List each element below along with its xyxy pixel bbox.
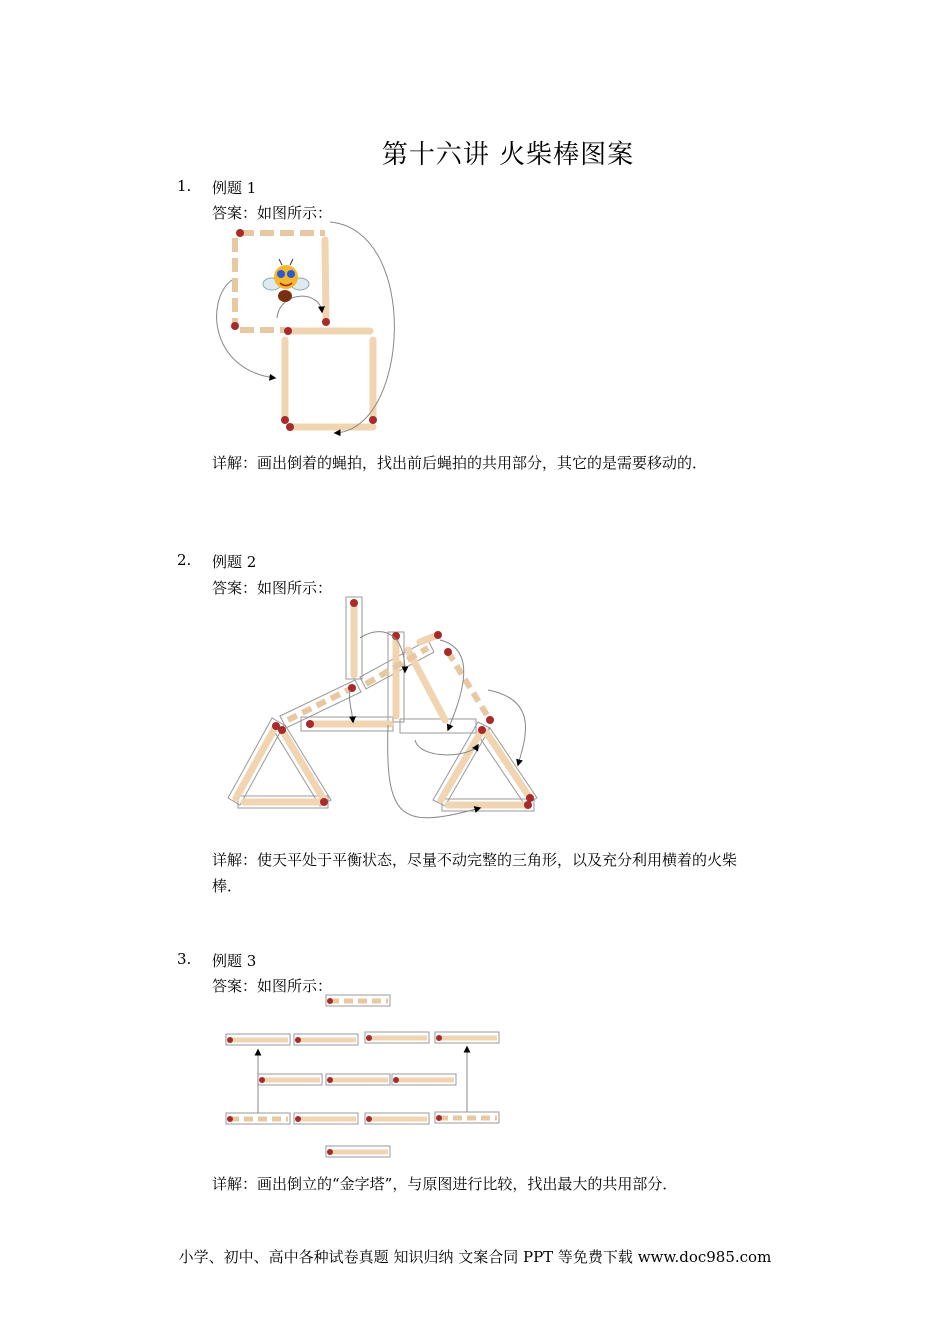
page-footer: 小学、初中、高中各种试卷真题 知识归纳 文案合同 PPT 等免费下载 www.doc985.com <box>178 1248 772 1266</box>
example-2-detail-line1: 详解：使天平处于平衡状态，尽量不动完整的三角形，以及充分利用横着的火柴 <box>212 851 738 869</box>
example-1-answer: 答案：如图所示： <box>212 204 333 222</box>
page-title: 第十六讲 火柴棒图案 <box>381 140 635 170</box>
example-1-number: 1. <box>177 177 192 195</box>
example-1-heading: 例题 1 <box>212 179 257 197</box>
example-3-detail: 详解：画出倒立的“金字塔”，与原图进行比较，找出最大的共用部分． <box>212 1175 678 1193</box>
example-3-answer: 答案：如图所示： <box>212 977 333 995</box>
example-1-detail: 详解：画出倒着的蝇拍，找出前后蝇拍的共用部分，其它的是需要移动的． <box>212 454 708 472</box>
example-3-heading: 例题 3 <box>212 952 257 970</box>
example-2-number: 2. <box>177 551 192 569</box>
example-2-heading: 例题 2 <box>212 553 257 571</box>
example-3-number: 3. <box>177 950 192 968</box>
example-2-detail-line2: 棒． <box>212 877 243 895</box>
example-2-answer: 答案：如图所示： <box>212 579 333 597</box>
